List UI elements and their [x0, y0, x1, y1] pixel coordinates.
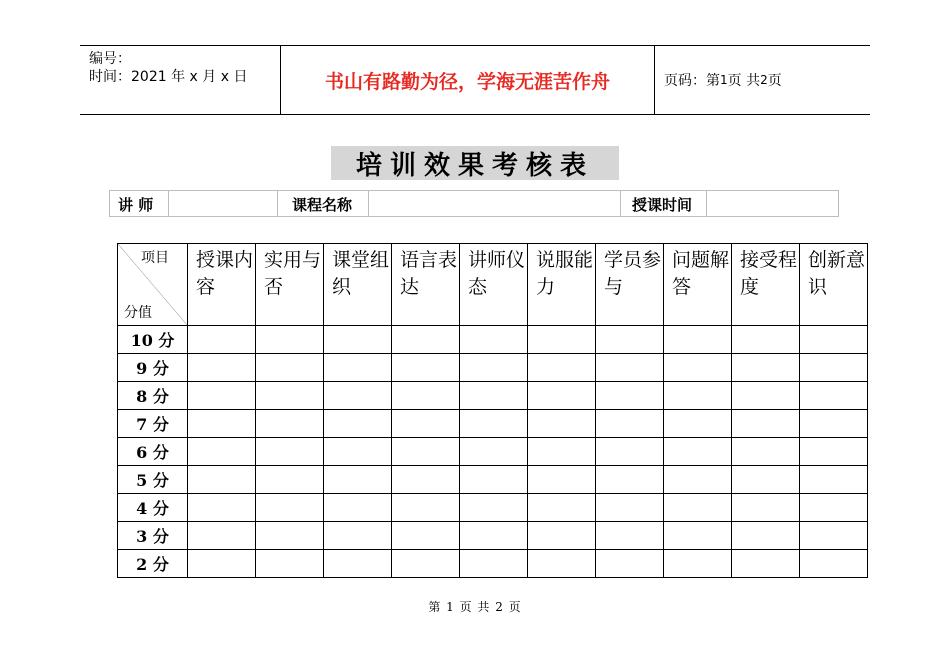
- score-cell[interactable]: [528, 466, 596, 494]
- score-cell[interactable]: [732, 550, 800, 578]
- score-cell[interactable]: [392, 466, 460, 494]
- score-cell[interactable]: [256, 438, 324, 466]
- score-label: 2 分: [118, 550, 188, 578]
- score-cell[interactable]: [596, 410, 664, 438]
- score-cell[interactable]: [664, 438, 732, 466]
- score-cell[interactable]: [256, 382, 324, 410]
- teaching-time-label: 授课时间: [632, 196, 693, 214]
- score-cell[interactable]: [664, 382, 732, 410]
- score-cell[interactable]: [596, 466, 664, 494]
- score-cell[interactable]: [732, 522, 800, 550]
- score-cell[interactable]: [256, 494, 324, 522]
- column-header: 讲师仪态: [460, 244, 528, 326]
- score-cell[interactable]: [460, 438, 528, 466]
- score-cell[interactable]: [188, 466, 256, 494]
- column-header: 实用与否: [256, 244, 324, 326]
- score-label: 9 分: [118, 354, 188, 382]
- score-cell[interactable]: [528, 522, 596, 550]
- corner-cell: [118, 244, 188, 326]
- score-cell[interactable]: [460, 382, 528, 410]
- score-cell[interactable]: [256, 522, 324, 550]
- score-cell[interactable]: [392, 522, 460, 550]
- page-footer: 第 1 页 共 2 页: [428, 600, 522, 614]
- score-cell[interactable]: [732, 438, 800, 466]
- score-cell[interactable]: [664, 522, 732, 550]
- score-cell[interactable]: [664, 550, 732, 578]
- page-prefix: 页码：第: [664, 73, 720, 89]
- score-cell[interactable]: [664, 410, 732, 438]
- score-cell[interactable]: [392, 438, 460, 466]
- header-meta: [80, 46, 281, 114]
- corner-score-label: 分值: [124, 305, 152, 321]
- score-cell[interactable]: [392, 382, 460, 410]
- score-cell[interactable]: [256, 550, 324, 578]
- score-cell[interactable]: [188, 326, 256, 354]
- course-info-row: [109, 190, 839, 217]
- score-cell[interactable]: [188, 354, 256, 382]
- evaluation-table: [117, 243, 868, 578]
- lecturer-label: 讲 师: [118, 196, 154, 214]
- page-current: 1: [720, 73, 728, 87]
- score-cell[interactable]: [596, 522, 664, 550]
- score-cell[interactable]: [732, 354, 800, 382]
- score-cell[interactable]: [596, 382, 664, 410]
- score-label: 7 分: [118, 410, 188, 438]
- table-row: [118, 354, 868, 382]
- column-header: 说服能力: [528, 244, 596, 326]
- score-cell[interactable]: [188, 382, 256, 410]
- score-cell[interactable]: [528, 354, 596, 382]
- score-cell[interactable]: [256, 466, 324, 494]
- score-cell[interactable]: [460, 410, 528, 438]
- column-header: 接受程度: [732, 244, 800, 326]
- table-row: [118, 466, 868, 494]
- score-cell[interactable]: [528, 410, 596, 438]
- column-header: 语言表达: [392, 244, 460, 326]
- score-cell[interactable]: [256, 326, 324, 354]
- table-header-row: [118, 244, 868, 326]
- score-cell[interactable]: [528, 494, 596, 522]
- score-label: 3 分: [118, 522, 188, 550]
- score-cell[interactable]: [188, 522, 256, 550]
- score-label: 6 分: [118, 438, 188, 466]
- column-header: 授课内容: [188, 244, 256, 326]
- score-cell[interactable]: [256, 410, 324, 438]
- score-label: 8 分: [118, 382, 188, 410]
- table-row: [118, 438, 868, 466]
- form-title: 培训效果考核表: [331, 146, 619, 180]
- header-slogan: 书山有路勤为径，学海无涯苦作舟: [281, 46, 655, 114]
- score-cell[interactable]: [800, 326, 868, 354]
- score-cell[interactable]: [664, 354, 732, 382]
- score-cell[interactable]: [188, 438, 256, 466]
- score-cell[interactable]: [256, 354, 324, 382]
- score-cell[interactable]: [324, 438, 392, 466]
- score-label: 5 分: [118, 466, 188, 494]
- header-page-indicator: [655, 46, 870, 114]
- score-cell[interactable]: [732, 382, 800, 410]
- table-row: [118, 494, 868, 522]
- score-cell[interactable]: [596, 550, 664, 578]
- score-cell[interactable]: [800, 382, 868, 410]
- score-cell[interactable]: [732, 494, 800, 522]
- score-cell[interactable]: [800, 522, 868, 550]
- score-cell[interactable]: [664, 326, 732, 354]
- score-cell[interactable]: [800, 466, 868, 494]
- score-cell[interactable]: [460, 354, 528, 382]
- score-cell[interactable]: [664, 494, 732, 522]
- table-row: [118, 326, 868, 354]
- score-label: 4 分: [118, 494, 188, 522]
- page-mid: 页 共: [727, 73, 761, 89]
- score-cell[interactable]: [528, 382, 596, 410]
- score-cell[interactable]: [392, 326, 460, 354]
- table-row: [118, 410, 868, 438]
- score-cell[interactable]: [324, 326, 392, 354]
- score-cell[interactable]: [732, 410, 800, 438]
- score-cell[interactable]: [392, 550, 460, 578]
- column-header: 课堂组织: [324, 244, 392, 326]
- score-cell[interactable]: [528, 326, 596, 354]
- score-cell[interactable]: [324, 550, 392, 578]
- page-suffix: 页: [767, 73, 782, 89]
- score-cell[interactable]: [800, 410, 868, 438]
- score-cell[interactable]: [324, 382, 392, 410]
- score-cell[interactable]: [324, 466, 392, 494]
- score-cell[interactable]: [800, 550, 868, 578]
- score-cell[interactable]: [392, 410, 460, 438]
- score-cell[interactable]: [664, 466, 732, 494]
- table-row: [118, 522, 868, 550]
- document-header: [80, 45, 870, 115]
- score-cell[interactable]: [324, 522, 392, 550]
- score-cell[interactable]: [800, 494, 868, 522]
- score-label: 10 分: [118, 326, 188, 354]
- column-header: 学员参与: [596, 244, 664, 326]
- score-cell[interactable]: [460, 466, 528, 494]
- page-total: 2: [760, 73, 768, 87]
- score-cell[interactable]: [460, 326, 528, 354]
- score-cell[interactable]: [392, 494, 460, 522]
- score-cell[interactable]: [596, 494, 664, 522]
- document-number-label: 编号：: [89, 51, 131, 67]
- score-cell[interactable]: [460, 550, 528, 578]
- score-cell[interactable]: [596, 438, 664, 466]
- score-cell[interactable]: [596, 354, 664, 382]
- score-cell[interactable]: [732, 466, 800, 494]
- score-cell[interactable]: [188, 550, 256, 578]
- score-cell[interactable]: [324, 494, 392, 522]
- score-cell[interactable]: [460, 522, 528, 550]
- score-cell[interactable]: [324, 354, 392, 382]
- score-cell[interactable]: [324, 410, 392, 438]
- table-row: [118, 382, 868, 410]
- course-name-label: 课程名称: [292, 196, 353, 214]
- column-header: 问题解答: [664, 244, 732, 326]
- corner-item-label: 项目: [141, 250, 169, 266]
- document-time-label: 时间：2021 年 x 月 x 日: [89, 69, 248, 85]
- column-header: 创新意识: [800, 244, 868, 326]
- score-cell[interactable]: [732, 326, 800, 354]
- score-cell[interactable]: [188, 494, 256, 522]
- score-cell[interactable]: [528, 550, 596, 578]
- table-row: [118, 550, 868, 578]
- score-cell[interactable]: [392, 354, 460, 382]
- score-cell[interactable]: [188, 410, 256, 438]
- score-cell[interactable]: [596, 326, 664, 354]
- score-cell[interactable]: [800, 354, 868, 382]
- score-cell[interactable]: [528, 438, 596, 466]
- score-cell[interactable]: [460, 494, 528, 522]
- score-cell[interactable]: [800, 438, 868, 466]
